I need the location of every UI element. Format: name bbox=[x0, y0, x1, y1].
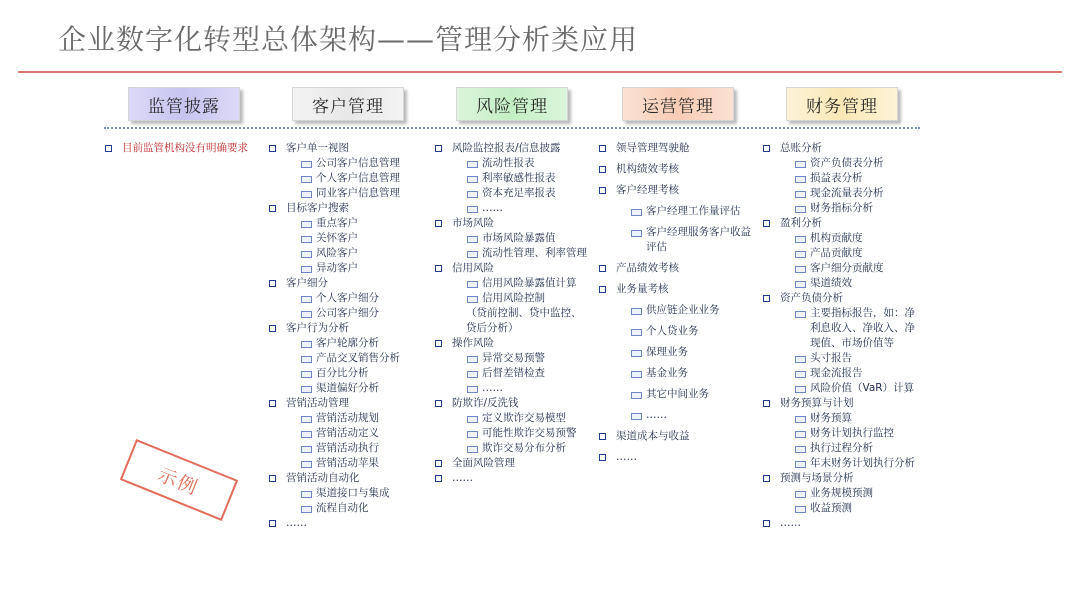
sub-item: 损益表分析 bbox=[762, 171, 922, 186]
sub-item: 异常交易预警 bbox=[434, 351, 590, 366]
list-item: 操作风险 bbox=[434, 336, 590, 351]
list-item: 客户细分 bbox=[268, 276, 428, 291]
sub-item: 头寸报告 bbox=[762, 351, 922, 366]
sub-item: 利率敏感性报表 bbox=[434, 171, 590, 186]
sub-item: 流动性管理、利率管理 bbox=[434, 246, 590, 261]
sub-item: 机构贡献度 bbox=[762, 231, 922, 246]
sub-item: 年末财务计划执行分析 bbox=[762, 456, 922, 471]
sub-item: 渠道接口与集成 bbox=[268, 486, 428, 501]
list-item: 领导管理驾驶舱 bbox=[598, 141, 760, 156]
sub-item: 异动客户 bbox=[268, 261, 428, 276]
list-item: 客户单一视图 bbox=[268, 141, 428, 156]
sub-item: 营销活动苹果 bbox=[268, 456, 428, 471]
sub-item: 风险价值（VaR）计算 bbox=[762, 381, 922, 396]
list-item: 营销活动自动化 bbox=[268, 471, 428, 486]
sub-item: 财务指标分析 bbox=[762, 201, 922, 216]
column-regulatory bbox=[104, 141, 256, 156]
sub-item: …… bbox=[434, 381, 590, 396]
sub-item: 同业客户信息管理 bbox=[268, 186, 428, 201]
list-item: 渠道成本与收益 bbox=[598, 429, 760, 444]
sub-item: 关怀客户 bbox=[268, 231, 428, 246]
sub-item: 主要指标报告，如：净利息收入、净收入、净现值、市场价值等 bbox=[762, 306, 922, 351]
category-risk-management: 风险管理 bbox=[456, 87, 568, 121]
list-item: 目标客户搜索 bbox=[268, 201, 428, 216]
sub-item: 其它中间业务 bbox=[598, 387, 760, 402]
sub-item: 财务预算 bbox=[762, 411, 922, 426]
list-item: 目前监管机构没有明确要求 bbox=[104, 141, 256, 156]
sub-item: 产品交叉销售分析 bbox=[268, 351, 428, 366]
sub-item: 营销活动规划 bbox=[268, 411, 428, 426]
list-item: …… bbox=[762, 516, 922, 531]
sub-item: 信用风险暴露值计算 bbox=[434, 276, 590, 291]
sub-item: 公司客户信息管理 bbox=[268, 156, 428, 171]
list-item: 总账分析 bbox=[762, 141, 922, 156]
example-stamp: 示例 bbox=[120, 439, 238, 521]
category-operations-management: 运营管理 bbox=[622, 87, 734, 121]
sub-item: 执行过程分析 bbox=[762, 441, 922, 456]
sub-item: 个人客户细分 bbox=[268, 291, 428, 306]
column-risk bbox=[434, 141, 590, 486]
title-divider bbox=[18, 71, 1062, 73]
category-customer-management: 客户管理 bbox=[292, 87, 404, 121]
list-item: 机构绩效考核 bbox=[598, 162, 760, 177]
sub-item: 客户经理服务客户收益评估 bbox=[598, 225, 760, 255]
category-regulatory-disclosure: 监管披露 bbox=[128, 87, 240, 121]
sub-item: 信用风险控制 bbox=[434, 291, 590, 306]
sub-item: 产品贡献度 bbox=[762, 246, 922, 261]
list-item: 盈利分析 bbox=[762, 216, 922, 231]
list-item: 客户行为分析 bbox=[268, 321, 428, 336]
sub-item: 客户经理工作量评估 bbox=[598, 204, 760, 219]
sub-item: …… bbox=[434, 201, 590, 216]
column-finance bbox=[762, 141, 922, 531]
sub-item: 重点客户 bbox=[268, 216, 428, 231]
list-item: 客户经理考核 bbox=[598, 183, 760, 198]
list-item: …… bbox=[598, 450, 760, 465]
sub-item: 供应链企业业务 bbox=[598, 303, 760, 318]
sub-item: 财务计划执行监控 bbox=[762, 426, 922, 441]
sub-item: 百分比分析 bbox=[268, 366, 428, 381]
list-item: 资产负债分析 bbox=[762, 291, 922, 306]
list-item: …… bbox=[434, 471, 590, 486]
sub-item: 基金业务 bbox=[598, 366, 760, 381]
sub-item: 渠道偏好分析 bbox=[268, 381, 428, 396]
sub-item: 现金流报告 bbox=[762, 366, 922, 381]
list-item: 营销活动管理 bbox=[268, 396, 428, 411]
sub-item: …… bbox=[598, 408, 760, 423]
list-item: 产品绩效考核 bbox=[598, 261, 760, 276]
sub-item: 可能性欺诈交易预警 bbox=[434, 426, 590, 441]
column-operations bbox=[598, 141, 760, 471]
sub-item: 收益预测 bbox=[762, 501, 922, 516]
list-item: 风险监控报表/信息披露 bbox=[434, 141, 590, 156]
sub-item: 营销活动定义 bbox=[268, 426, 428, 441]
sub-item: 保理业务 bbox=[598, 345, 760, 360]
sub-item: 后督差错检查 bbox=[434, 366, 590, 381]
list-item: 市场风险 bbox=[434, 216, 590, 231]
list-item: …… bbox=[268, 516, 428, 531]
sub-item: 营销活动执行 bbox=[268, 441, 428, 456]
list-item: 业务量考核 bbox=[598, 282, 760, 297]
list-item: 预测与场景分析 bbox=[762, 471, 922, 486]
sub-item: 公司客户细分 bbox=[268, 306, 428, 321]
list-item: 信用风险 bbox=[434, 261, 590, 276]
page-title: 企业数字化转型总体架构——管理分析类应用 bbox=[58, 23, 639, 56]
sub-item: 资产负债表分析 bbox=[762, 156, 922, 171]
sub-item: 欺诈交易分布分析 bbox=[434, 441, 590, 456]
sub-item: 流程自动化 bbox=[268, 501, 428, 516]
list-item: 财务预算与计划 bbox=[762, 396, 922, 411]
sub-item: 个人客户信息管理 bbox=[268, 171, 428, 186]
sub-item: 资本充足率报表 bbox=[434, 186, 590, 201]
dotted-divider bbox=[104, 127, 920, 129]
sub-item: 市场风险暴露值 bbox=[434, 231, 590, 246]
list-item: 防欺诈/反洗钱 bbox=[434, 396, 590, 411]
sub-item: 流动性报表 bbox=[434, 156, 590, 171]
sub-item: 定义欺诈交易模型 bbox=[434, 411, 590, 426]
list-item: 全面风险管理 bbox=[434, 456, 590, 471]
sub-item: 客户轮廓分析 bbox=[268, 336, 428, 351]
category-finance-management: 财务管理 bbox=[786, 87, 898, 121]
sub-item-note: （贷前控制、贷中监控、贷后分析） bbox=[466, 307, 582, 334]
sub-item: 个人贷业务 bbox=[598, 324, 760, 339]
sub-item: 现金流量表分析 bbox=[762, 186, 922, 201]
column-customer bbox=[268, 141, 428, 531]
sub-item: 业务规模预测 bbox=[762, 486, 922, 501]
sub-item: 渠道绩效 bbox=[762, 276, 922, 291]
sub-item: 客户细分贡献度 bbox=[762, 261, 922, 276]
sub-item: 风险客户 bbox=[268, 246, 428, 261]
